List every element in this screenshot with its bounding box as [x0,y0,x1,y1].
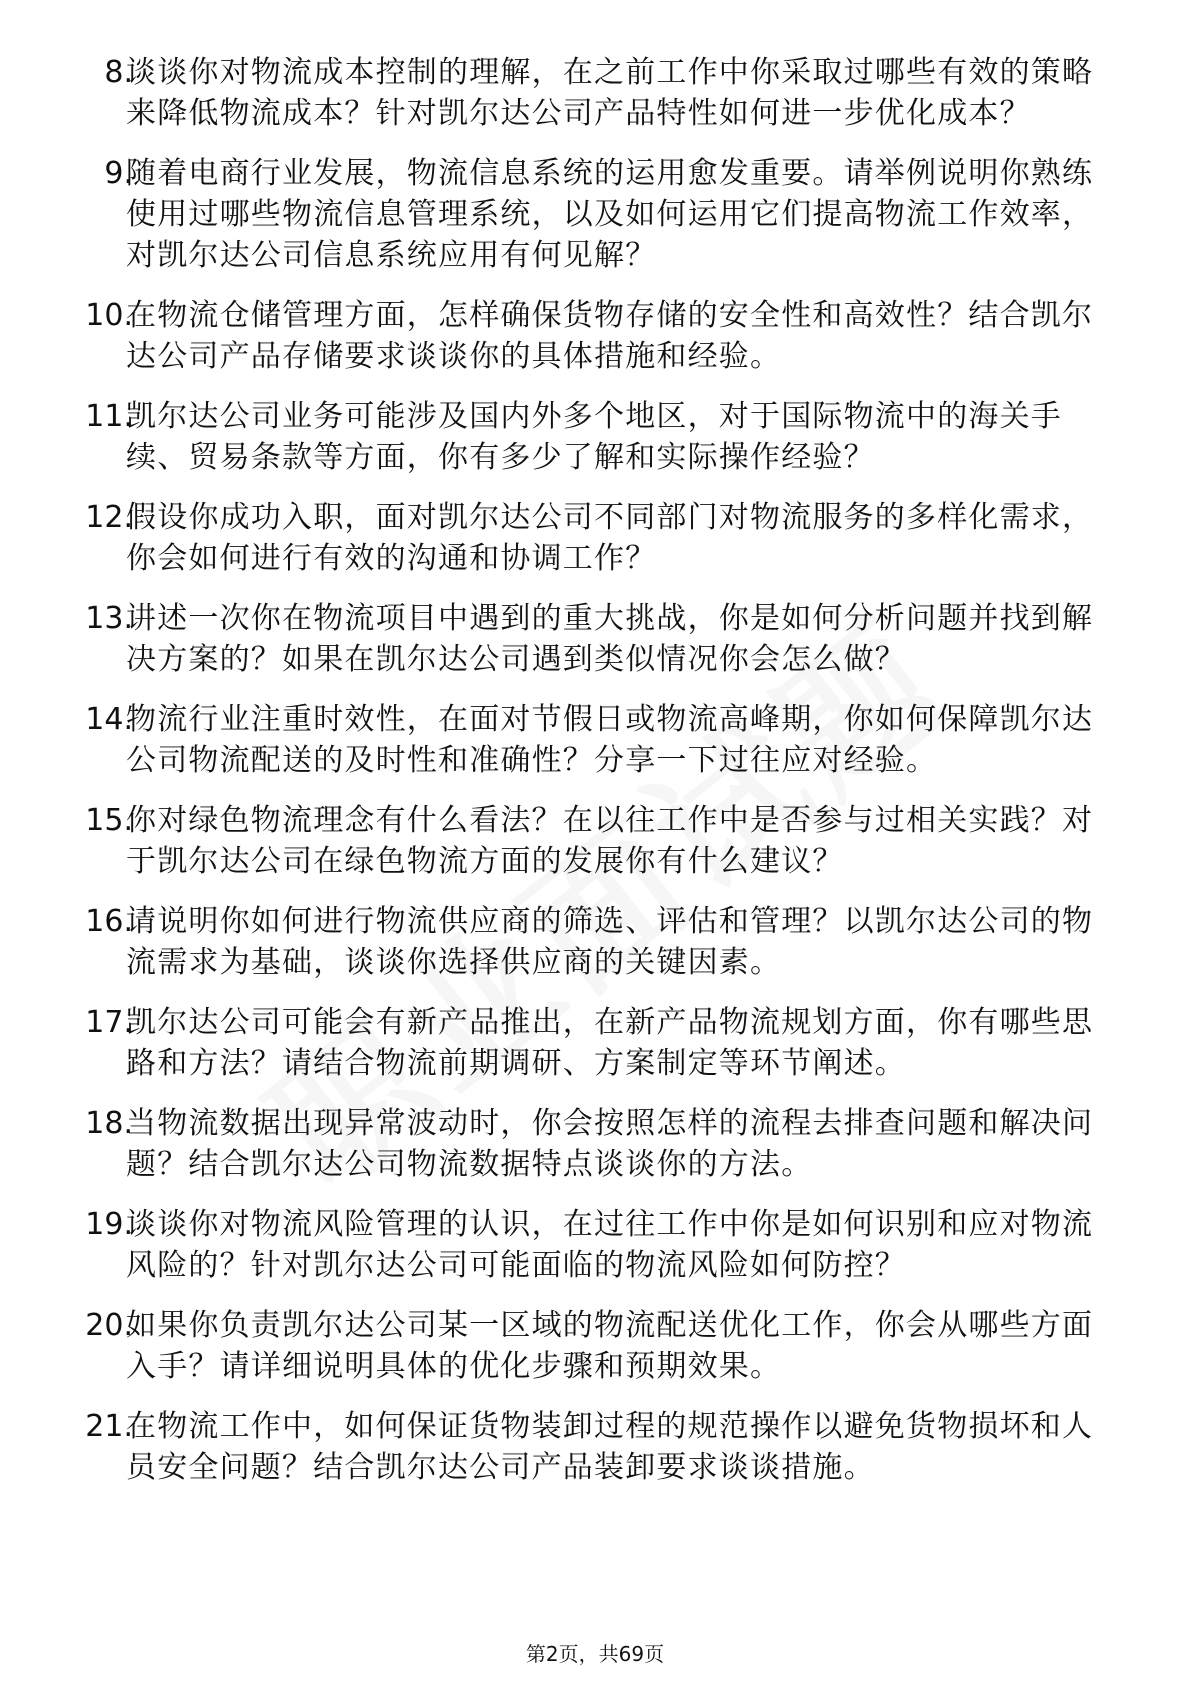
question-item [0,1002,1190,1084]
question-text: 假设你成功入职，面对凯尔达公司不同部门对物流服务的多样化需求，你会如何进行有效的沟通和协调工作？ [126,500,1094,576]
question-number: 10. [85,298,133,333]
question-text: 谈谈你对物流成本控制的理解，在之前工作中你采取过哪些有效的策略来降低物流成本？针对凯尔达公司产品特性如何进一步优化成本？ [126,55,1094,131]
question-number: 13. [85,601,133,636]
question-item [0,1305,1190,1387]
question-text: 物流行业注重时效性，在面对节假日或物流高峰期，你如何保障凯尔达公司物流配送的及时性和准确性？分享一下过往应对经验。 [126,702,1094,778]
question-number: 19. [85,1207,133,1242]
question-number: 17. [85,1005,133,1040]
question-item [0,396,1190,478]
question-text: 在物流工作中，如何保证货物装卸过程的规范操作以避免货物损坏和人员安全问题？结合凯尔达公司产品装卸要求谈谈措施。 [126,1409,1094,1485]
question-number: 16. [85,904,133,939]
question-number: 14. [85,702,133,737]
question-number: 9. [104,156,133,191]
question-number: 15. [85,803,133,838]
question-item [0,699,1190,781]
page-footer: 第2页，共69页 [525,1642,665,1666]
question-text: 在物流仓储管理方面，怎样确保货物存储的安全性和高效性？结合凯尔达公司产品存储要求谈谈你的具体措施和经验。 [126,298,1094,374]
question-number: 12. [85,500,133,535]
question-text: 凯尔达公司可能会有新产品推出，在新产品物流规划方面，你有哪些思路和方法？请结合物流前期调研、方案制定等环节阐述。 [126,1005,1094,1081]
question-text: 如果你负责凯尔达公司某一区域的物流配送优化工作，你会从哪些方面入手？请详细说明具体的优化步骤和预期效果。 [126,1308,1094,1384]
question-number: 8. [104,55,133,90]
question-item [0,52,1190,134]
question-text: 当物流数据出现异常波动时，你会按照怎样的流程去排查问题和解决问题？结合凯尔达公司物流数据特点谈谈你的方法。 [126,1106,1094,1182]
question-number: 11. [85,399,133,434]
question-item [0,295,1190,377]
question-text: 讲述一次你在物流项目中遇到的重大挑战，你是如何分析问题并找到解决方案的？如果在凯尔达公司遇到类似情况你会怎么做？ [126,601,1094,677]
question-text: 请说明你如何进行物流供应商的筛选、评估和管理？以凯尔达公司的物流需求为基础，谈谈你选择供应商的关键因素。 [126,904,1094,980]
question-text: 随着电商行业发展，物流信息系统的运用愈发重要。请举例说明你熟练使用过哪些物流信息管理系统，以及如何运用它们提高物流工作效率，对凯尔达公司信息系统应用有何见解？ [126,156,1094,273]
question-number: 21. [85,1409,133,1444]
question-text: 凯尔达公司业务可能涉及国内外多个地区，对于国际物流中的海关手续、贸易条款等方面，你有多少了解和实际操作经验？ [126,399,1062,475]
question-item [0,1406,1190,1488]
question-text: 谈谈你对物流风险管理的认识，在过往工作中你是如何识别和应对物流风险的？针对凯尔达公司可能面临的物流风险如何防控？ [126,1207,1094,1283]
question-item [0,800,1190,882]
question-number: 18. [85,1106,133,1141]
question-item [0,598,1190,680]
question-list [0,52,1190,1507]
question-number: 20. [85,1308,133,1343]
question-item [0,1103,1190,1185]
question-item [0,497,1190,579]
question-item [0,901,1190,983]
question-item [0,1204,1190,1286]
question-text: 你对绿色物流理念有什么看法？在以往工作中是否参与过相关实践？对于凯尔达公司在绿色物流方面的发展你有什么建议？ [126,803,1094,879]
question-item [0,153,1190,276]
